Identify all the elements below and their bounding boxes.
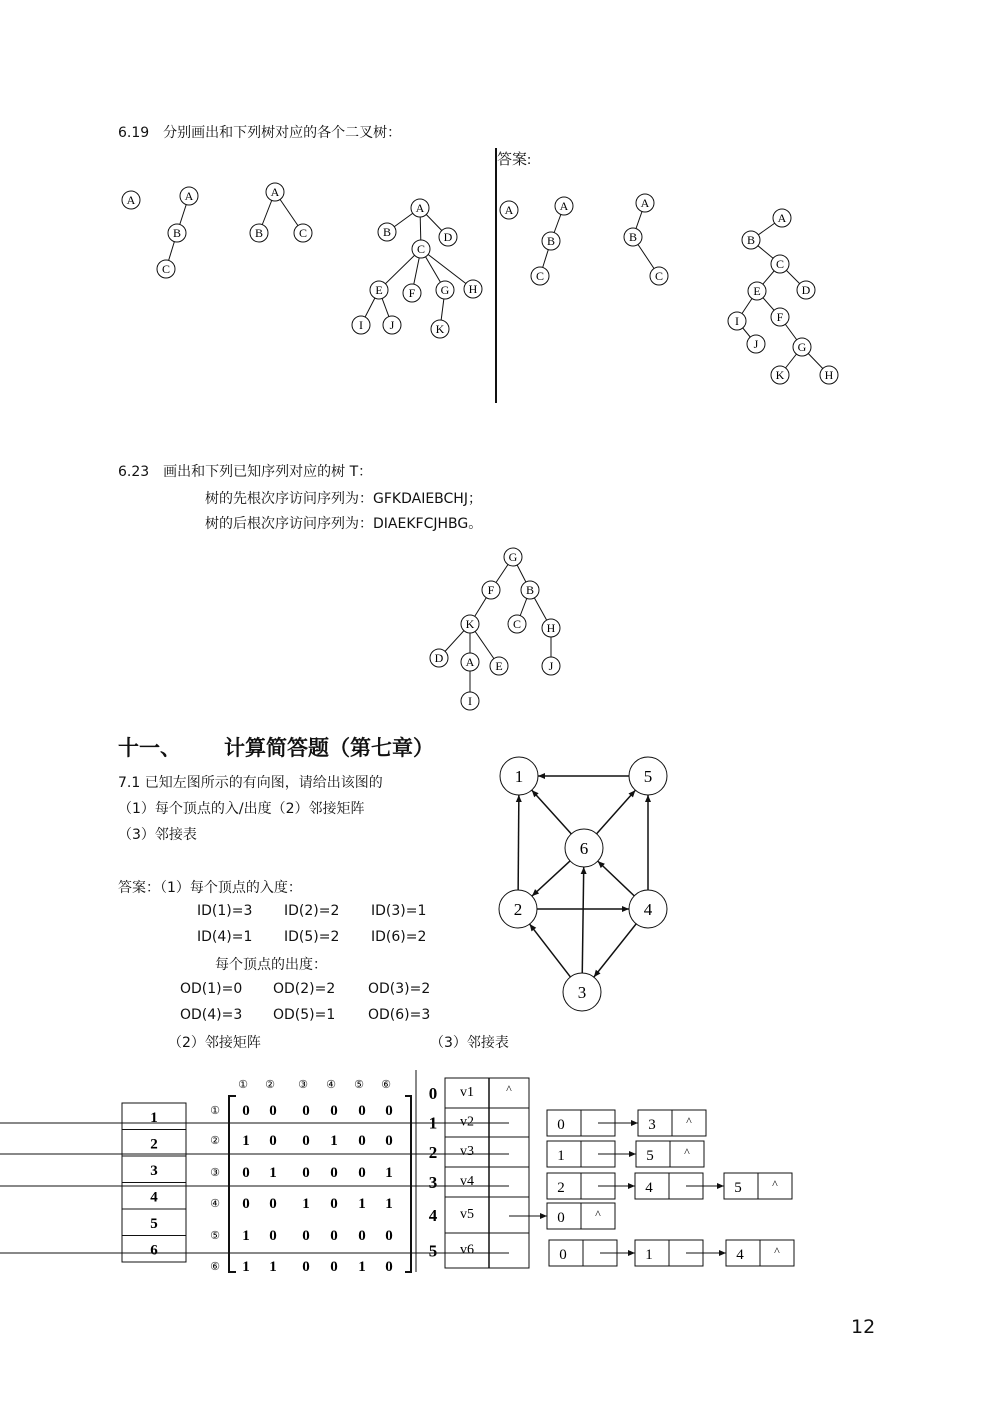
- vertex-cell-label: 3: [150, 1163, 158, 1179]
- indegree: ID(2)=2: [284, 903, 340, 919]
- matrix-cell: 1: [242, 1133, 250, 1149]
- null-pointer: ^: [506, 1082, 512, 1096]
- null-pointer: ^: [684, 1145, 690, 1159]
- vertex-cell-label: 5: [150, 1216, 158, 1232]
- tree-node-label: B: [382, 225, 392, 239]
- matrix-cell: 0: [385, 1103, 393, 1119]
- vertex-cell-label: 1: [150, 1110, 158, 1126]
- graph-vertex-label: 1: [514, 767, 524, 786]
- matrix-cell: 1: [358, 1196, 366, 1212]
- matrix-cell: 0: [330, 1196, 338, 1212]
- arrow-line: [597, 790, 636, 834]
- arrow-line: [532, 790, 572, 834]
- matrix-cell: 0: [269, 1228, 277, 1244]
- matrix-row-header: ②: [210, 1135, 220, 1147]
- tree-node-label: A: [184, 189, 194, 203]
- matrix-cell: 0: [302, 1103, 310, 1119]
- adjacency-index: 1: [428, 1113, 438, 1133]
- tree-node-label: C: [512, 617, 522, 631]
- matrix-cell: 1: [330, 1133, 338, 1149]
- matrix-brackets: [229, 1096, 411, 1272]
- indegree: ID(3)=1: [371, 903, 427, 919]
- tree-node-label: C: [298, 226, 308, 240]
- tree-node-label: C: [775, 257, 785, 271]
- list-node-value: 1: [645, 1247, 653, 1263]
- tree-node-label: D: [434, 651, 444, 665]
- answer-label: 答案:: [497, 152, 532, 168]
- adjacency-vertex: v3: [460, 1144, 474, 1159]
- matrix-column-header: ④: [326, 1079, 336, 1091]
- tree-node-label: D: [801, 283, 811, 297]
- matrix-row-header: ⑤: [210, 1230, 220, 1242]
- page-number: 12: [851, 1316, 876, 1338]
- matrix-column-header: ⑥: [381, 1079, 391, 1091]
- matrix-row-header: ④: [210, 1198, 220, 1210]
- tree-node-label: J: [389, 318, 395, 332]
- outdegree: OD(6)=3: [368, 1007, 431, 1023]
- matrix-cell: 0: [302, 1165, 310, 1181]
- q71-line1: 7.1 已知左图所示的有向图，请给出该图的: [118, 775, 383, 791]
- arrowhead: [631, 1120, 638, 1126]
- tree-node-label: B: [172, 226, 182, 240]
- tree-node-label: I: [359, 318, 363, 332]
- arrow-line: [532, 861, 570, 896]
- tree-node-label: B: [525, 583, 535, 597]
- matrix-cell: 1: [302, 1196, 310, 1212]
- matrix-cell: 0: [302, 1228, 310, 1244]
- tree-node-label: C: [535, 269, 545, 283]
- matrix-cell: 1: [269, 1259, 277, 1275]
- matrix-cell: 1: [385, 1165, 393, 1181]
- answer-intro: 答案：（1）每个顶点的入度：: [118, 880, 302, 896]
- section-number: 十一、: [118, 735, 181, 760]
- tree-node-label: K: [775, 368, 785, 382]
- matrix-cell: 0: [358, 1103, 366, 1119]
- tree-node-label: I: [735, 314, 739, 328]
- null-pointer: ^: [595, 1207, 601, 1221]
- arrowhead: [622, 906, 629, 912]
- arrowhead: [581, 867, 587, 874]
- matrix-column-header: ②: [265, 1079, 275, 1091]
- arrowhead: [628, 1183, 635, 1189]
- list-node-value: 3: [648, 1117, 656, 1133]
- arrowhead: [629, 1151, 636, 1157]
- tree-node-label: G: [440, 283, 450, 297]
- arrowhead: [628, 1250, 635, 1256]
- adjacency-vertex: v5: [460, 1207, 474, 1222]
- outdegree: OD(3)=2: [368, 981, 431, 997]
- tree-node-label: H: [468, 282, 478, 296]
- vertex-cell-label: 2: [150, 1136, 158, 1153]
- adjacency-index: 3: [428, 1173, 438, 1192]
- q71-line3: （3）邻接表: [118, 827, 197, 843]
- matrix-row-header: ⑥: [210, 1261, 220, 1273]
- matrix-cell: 0: [302, 1133, 310, 1149]
- matrix-cell: 0: [385, 1259, 393, 1275]
- matrix-column-header: ③: [298, 1079, 308, 1091]
- list-node-value: 1: [557, 1148, 565, 1164]
- matrix-cell: 0: [330, 1165, 338, 1181]
- tree-node-label: F: [408, 286, 416, 300]
- outdegree: OD(5)=1: [273, 1007, 336, 1023]
- list-node-value: 2: [557, 1180, 565, 1196]
- outdegree: OD(1)=0: [180, 981, 243, 997]
- tree-node-label: F: [487, 583, 495, 597]
- arrow-line: [530, 924, 571, 977]
- arrow-line: [598, 861, 634, 896]
- arrowhead: [538, 773, 545, 779]
- tree-node-label: A: [270, 185, 280, 199]
- matrix-cell: 0: [330, 1259, 338, 1275]
- tree-node-label: G: [508, 550, 518, 564]
- list-node-value: 4: [645, 1180, 653, 1196]
- tree-node-label: C: [654, 269, 664, 283]
- matrix-label: （2）邻接矩阵: [168, 1035, 261, 1051]
- q71-line2: （1）每个顶点的入/出度（2）邻接矩阵: [118, 801, 365, 817]
- adjacency-vertex: v6: [460, 1242, 474, 1258]
- tree-node-label: C: [416, 242, 426, 256]
- matrix-cell: 0: [269, 1196, 277, 1212]
- arrowhead: [717, 1183, 724, 1189]
- list-node-value: 0: [559, 1247, 567, 1263]
- indegree: ID(5)=2: [284, 929, 340, 945]
- vertex-cell-label: 4: [150, 1189, 158, 1206]
- tree-node-label: A: [504, 203, 514, 217]
- tree-node-label: E: [375, 283, 383, 297]
- adjacency-vertex: v1: [460, 1085, 474, 1100]
- vertex-cell-label: 6: [150, 1242, 158, 1259]
- list-node-value: 0: [557, 1117, 565, 1133]
- list-node-value: 5: [734, 1180, 742, 1196]
- matrix-cell: 0: [242, 1103, 250, 1119]
- matrix-cell: 1: [242, 1228, 250, 1244]
- matrix-cell: 0: [385, 1133, 393, 1149]
- graph-vertex-label: 6: [579, 839, 589, 858]
- tree-node-label: J: [548, 659, 554, 673]
- matrix-cell: 1: [269, 1165, 277, 1181]
- q623-title: 6.23 画出和下列已知序列对应的树 T：: [118, 464, 373, 480]
- tree-node-label: D: [443, 230, 453, 244]
- tree-node-label: B: [628, 230, 638, 244]
- outdegree: OD(2)=2: [273, 981, 336, 997]
- matrix-cell: 1: [242, 1259, 250, 1275]
- tree-node-label: J: [753, 337, 759, 351]
- matrix-cell: 0: [358, 1133, 366, 1149]
- indegree: ID(1)=3: [197, 903, 253, 919]
- tree-node-label: B: [746, 233, 756, 247]
- matrix-column-header: ⑤: [354, 1079, 364, 1091]
- tree-node-label: A: [126, 193, 136, 207]
- preorder-sequence: 树的先根次序访问序列为：GFKDAIEBCHJ；: [205, 491, 482, 507]
- arrow-line: [518, 795, 519, 890]
- outdegree-label: 每个顶点的出度：: [215, 957, 327, 973]
- arrow-line: [594, 924, 636, 977]
- tree-node-label: A: [559, 199, 569, 213]
- adjacency-index: 4: [428, 1206, 438, 1225]
- tree-node-label: A: [415, 201, 425, 215]
- tree-node-label: G: [797, 340, 807, 354]
- graph-vertex-label: 5: [643, 767, 653, 786]
- matrix-cell: 0: [269, 1133, 277, 1149]
- list-node-value: 5: [646, 1148, 654, 1164]
- tree-node-label: F: [776, 310, 784, 324]
- adjacency-index: 2: [428, 1143, 438, 1162]
- tree-node-label: B: [254, 226, 264, 240]
- matrix-cell: 0: [385, 1228, 393, 1244]
- tree-node-label: H: [824, 368, 834, 382]
- indegree: ID(4)=1: [197, 929, 253, 945]
- tree-node-label: E: [495, 659, 503, 673]
- tree-node-label: I: [468, 694, 472, 708]
- postorder-sequence: 树的后根次序访问序列为：DIAEKFCJHBG。: [205, 516, 483, 532]
- adjacency-vertex: v4: [460, 1174, 474, 1189]
- tree-node-label: K: [435, 322, 445, 336]
- matrix-cell: 0: [358, 1228, 366, 1244]
- list-node-value: 4: [736, 1247, 744, 1263]
- tree-node-label: A: [465, 655, 475, 669]
- null-pointer: ^: [686, 1114, 692, 1128]
- matrix-cell: 0: [302, 1259, 310, 1275]
- arrowhead: [540, 1213, 547, 1219]
- tree-node-label: K: [465, 617, 475, 631]
- matrix-cell: 0: [330, 1103, 338, 1119]
- matrix-cell: 1: [358, 1259, 366, 1275]
- adjacency-vertex: v2: [460, 1114, 474, 1130]
- adjacency-head-table: [445, 1078, 529, 1268]
- tree-node-label: A: [640, 196, 650, 210]
- matrix-row-header: ①: [210, 1105, 220, 1117]
- tree-node-label: C: [161, 262, 171, 276]
- arrowhead: [645, 795, 651, 802]
- tree-node-label: E: [753, 284, 761, 298]
- matrix-cell: 0: [242, 1196, 250, 1212]
- graph-vertex-label: 3: [577, 983, 587, 1002]
- arrow-line: [582, 867, 583, 973]
- list-node-value: 0: [557, 1210, 565, 1226]
- section-title: 计算简答题（第七章）: [224, 735, 434, 760]
- null-pointer: ^: [774, 1244, 780, 1258]
- tree-node-label: B: [546, 234, 556, 248]
- matrix-column-header: ①: [238, 1079, 248, 1091]
- matrix-cell: 0: [330, 1228, 338, 1244]
- matrix-row-header: ③: [210, 1167, 220, 1179]
- adjacency-index: 0: [428, 1084, 438, 1103]
- tree-node-label: A: [777, 211, 787, 225]
- outdegree: OD(4)=3: [180, 1007, 243, 1023]
- arrowhead: [719, 1250, 726, 1256]
- q619-title: 6.19 分别画出和下列树对应的各个二叉树：: [118, 125, 402, 141]
- graph-vertex-label: 4: [643, 900, 653, 919]
- graph-vertex-label: 2: [513, 900, 523, 919]
- arrowhead: [516, 795, 522, 802]
- indegree: ID(6)=2: [371, 929, 427, 945]
- matrix-cell: 1: [385, 1196, 393, 1212]
- tree-node-label: H: [546, 621, 556, 635]
- list-label: （3）邻接表: [430, 1035, 509, 1051]
- matrix-cell: 0: [242, 1165, 250, 1181]
- null-pointer: ^: [772, 1177, 778, 1191]
- matrix-cell: 0: [358, 1165, 366, 1181]
- adjacency-index: 5: [428, 1241, 438, 1261]
- matrix-cell: 0: [269, 1103, 277, 1119]
